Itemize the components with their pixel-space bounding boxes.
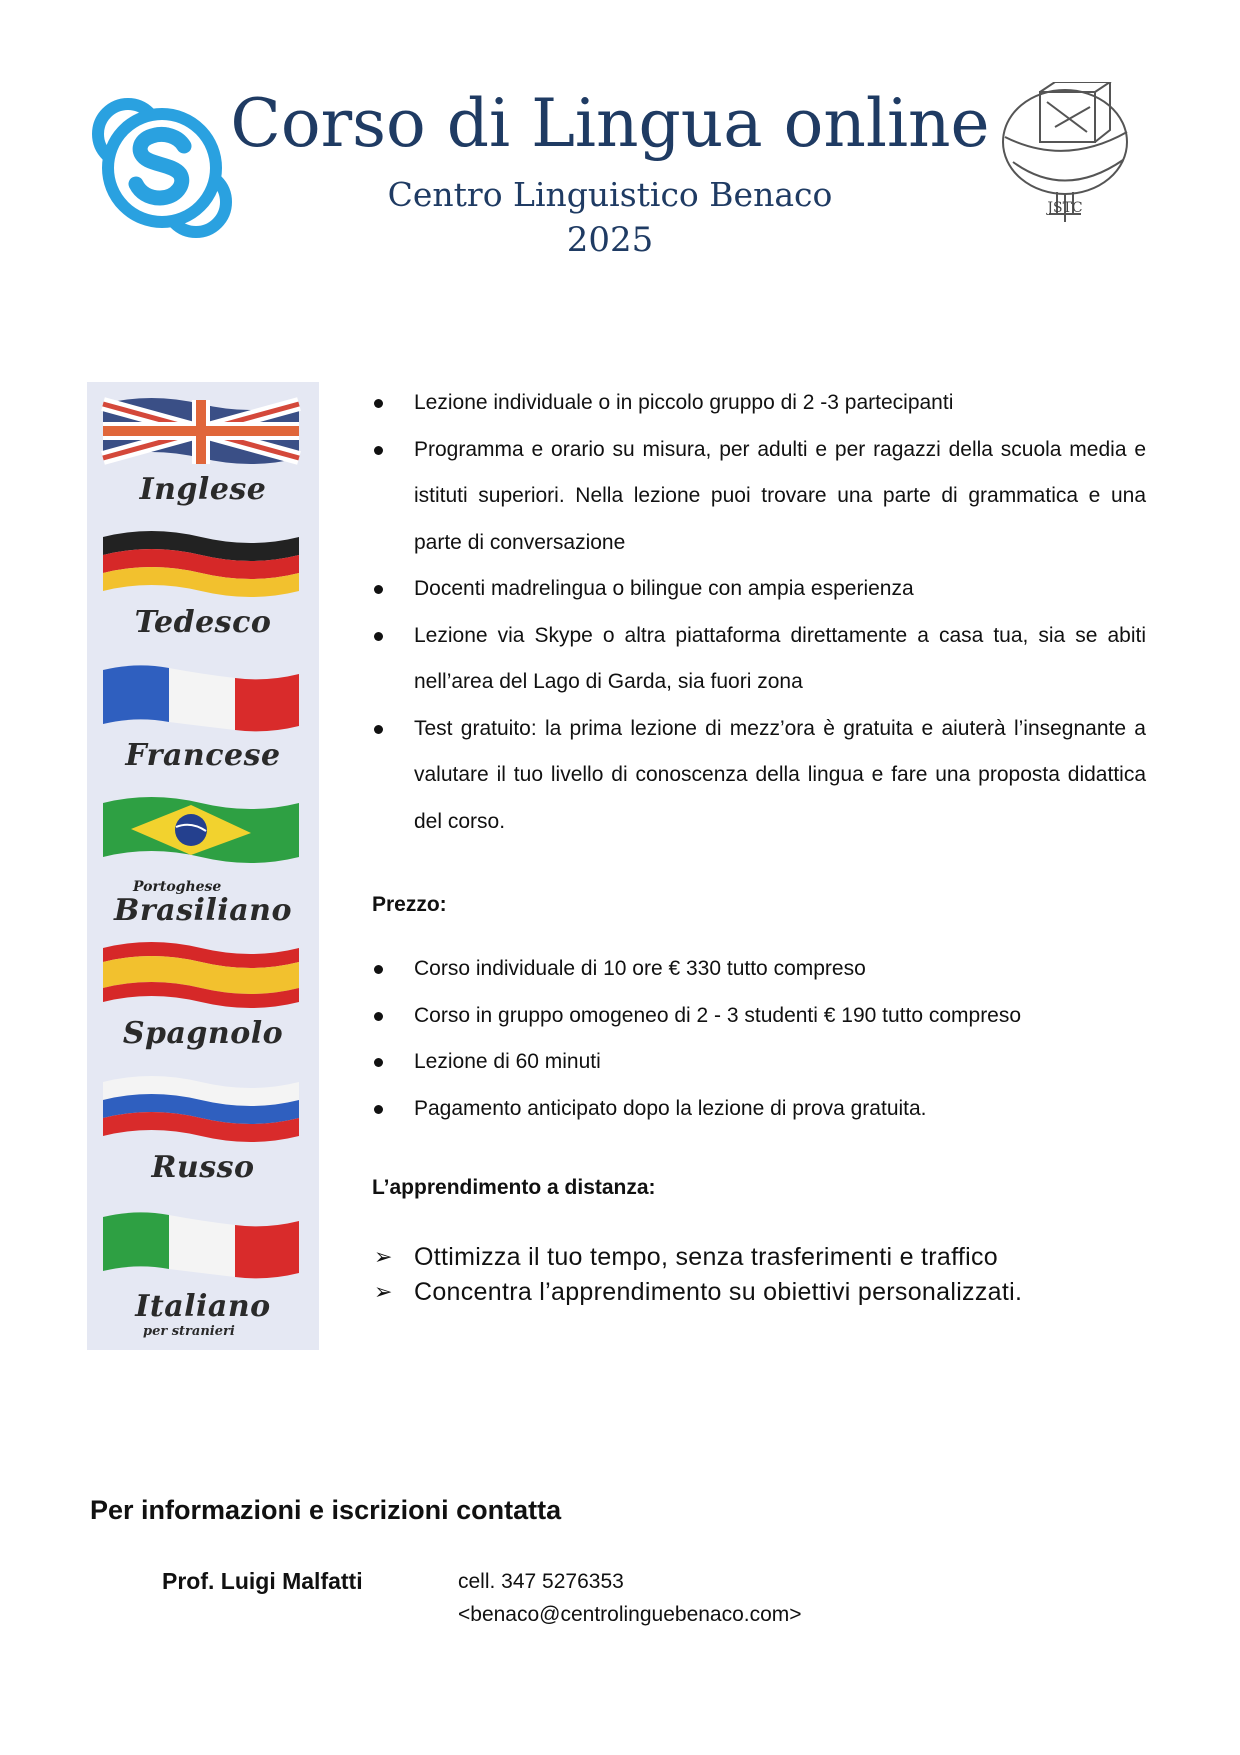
language-item-spagnolo	[87, 938, 319, 1076]
language-item-russo	[87, 1072, 319, 1210]
france-flag-icon	[101, 660, 301, 748]
list-item: Lezione di 60 minuti	[372, 1039, 1146, 1086]
list-item: ➢ Ottimizza il tuo tempo, senza trasferimenti e traffico	[372, 1240, 1146, 1275]
features-list	[372, 380, 1146, 845]
brazil-flag-icon	[101, 793, 301, 881]
language-note: per stranieri	[143, 1324, 235, 1339]
contact-email: <benaco@centrolinguebenaco.com>	[458, 1603, 802, 1626]
distance-heading: L’apprendimento a distanza:	[372, 1176, 656, 1199]
contact-title: Per informazioni e iscrizioni contatta	[90, 1495, 562, 1525]
list-item: Lezione via Skype o altra piattaforma direttamente a casa tua, sia se abiti nell’area del Lago di Garda, sia fuori zona	[372, 613, 1146, 706]
language-item-italiano	[87, 1207, 319, 1345]
armillary-sphere-emblem-icon	[995, 82, 1145, 232]
list-item: Corso individuale di 10 ore € 330 tutto compreso	[372, 946, 1146, 993]
list-item: Corso in gruppo omogeneo di 2 - 3 studenti € 190 tutto compreso	[372, 993, 1146, 1040]
list-item: ➢ Concentra l’apprendimento su obiettivi personalizzati.	[372, 1275, 1146, 1310]
distance-benefits-list	[372, 1240, 1146, 1310]
uk-flag-icon	[101, 394, 301, 482]
list-item: Programma e orario su misura, per adulti e per ragazzi della scuola media e istituti superiori. Nella lezione puoi trovare una parte di grammatica e una parte di conversazione	[372, 427, 1146, 567]
list-item: Docenti madrelingua o bilingue con ampia esperienza	[372, 566, 1146, 613]
spain-flag-icon	[101, 938, 301, 1026]
price-list	[372, 946, 1146, 1132]
language-name: Inglese	[139, 472, 267, 507]
language-item-tedesco	[87, 527, 319, 665]
contact-name: Prof. Luigi Malfatti	[162, 1568, 363, 1594]
page-subtitle: Centro Linguistico Benaco	[387, 175, 833, 214]
list-item: Test gratuito: la prima lezione di mezz’ora è gratuita e aiuterà l’insegnante a valutare il tuo livello di conoscenza della lingua e fare una proposta didattica del corso.	[372, 706, 1146, 846]
language-item-brasiliano	[87, 793, 319, 931]
emblem-lettering: JSTC	[1047, 200, 1083, 216]
language-name: Brasiliano	[114, 893, 292, 928]
italy-flag-icon	[101, 1207, 301, 1295]
language-panel	[87, 382, 319, 1350]
language-name: Tedesco	[134, 605, 272, 640]
russia-flag-icon	[101, 1072, 301, 1160]
language-item-francese	[87, 660, 319, 798]
list-item: Lezione individuale o in piccolo gruppo di 2 -3 partecipanti	[372, 380, 1146, 427]
page-title: Corso di Lingua online	[230, 85, 990, 162]
language-name: Russo	[151, 1150, 255, 1185]
price-heading: Prezzo:	[372, 893, 447, 916]
list-item: Pagamento anticipato dopo la lezione di prova gratuita.	[372, 1086, 1146, 1133]
language-item-inglese	[87, 394, 319, 532]
language-name: Italiano	[135, 1289, 271, 1324]
contact-phone: cell. 347 5276353	[458, 1570, 624, 1593]
language-name: Francese	[125, 738, 281, 773]
germany-flag-icon	[101, 527, 301, 615]
language-name: Spagnolo	[122, 1016, 284, 1051]
language-subtitle: Portoghese	[133, 879, 222, 895]
page-year: 2025	[566, 220, 654, 260]
